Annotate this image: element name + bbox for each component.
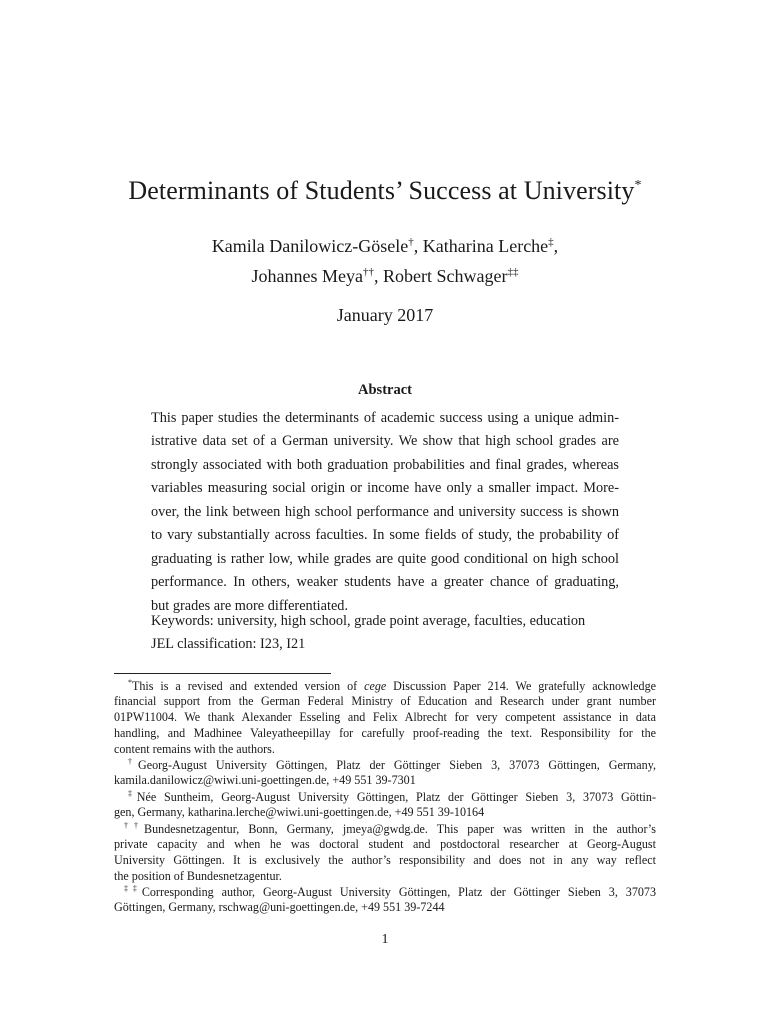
abstract-line: but grades are more differentiated. (151, 598, 349, 614)
footnote-1-line: *This is a revised and extended version of cege Discussion Paper 214. We gratefully acknowledge (128, 678, 656, 693)
footnote-3-line: ‡Née Suntheim, Georg-August University Göttingen, Platz der Göttinger Sieben 3, 37073 Göttin- (128, 789, 656, 804)
abstract-line: over, the link between high school performance and university success is shown (151, 504, 619, 520)
abstract-line: to vary substantially across faculties. In some fields of study, the probability of (151, 527, 619, 543)
title-footnote-mark: * (634, 178, 642, 193)
author-footnote-mark: ‡ (548, 236, 554, 248)
footnote-rule (114, 673, 331, 674)
footnote-2-line: kamila.danilowicz@wiwi.uni-goettingen.de, +49 551 39-7301 (114, 773, 416, 787)
author-name: Robert Schwager (383, 266, 508, 286)
cege-italic: cege (364, 679, 387, 693)
abstract-line: istrative data set of a German university. We show that high school grades are (151, 433, 619, 449)
footnote-mark: * (128, 678, 132, 687)
keywords: Keywords: university, high school, grade point average, faculties, education (151, 613, 586, 629)
footnote-mark: † (128, 757, 138, 766)
footnote-5-line: Göttingen, Germany, rschwag@uni-goettingen.de, +49 551 39-7244 (114, 900, 445, 914)
footnote-1-line: content remains with the authors. (114, 742, 275, 756)
abstract-heading: Abstract (358, 382, 412, 398)
authors-line-2: Johannes Meya††, Robert Schwager‡‡ (251, 266, 519, 286)
abstract-line: graduating is rather low, while grades are quite good conditional on high school (151, 551, 619, 567)
footnote-4-line: the position of Bundesnetzagentur. (114, 869, 282, 883)
footnote-1-line: 01PW11004. We thank Alexander Esseling and Felix Albrecht for very competent assistance in data (114, 710, 656, 724)
page-number: 1 (381, 932, 389, 947)
author-name: Johannes Meya (251, 266, 363, 286)
paper-title (0, 176, 770, 206)
author-name: Kamila Danilowicz-Gösele (211, 236, 409, 256)
paper-date: January 2017 (336, 305, 434, 325)
jel-classification: JEL classification: I23, I21 (151, 636, 306, 652)
abstract-line: variables measuring social origin or income have only a smaller impact. More- (151, 480, 619, 496)
author-footnote-mark: ‡‡ (507, 266, 519, 278)
title-text: Determinants of Students’ Success at University (128, 176, 635, 205)
author-name: Katharina Lerche (422, 236, 549, 256)
footnote-5-line: ‡‡Corresponding author, Georg-August University Göttingen, Platz der Göttinger Sieben 3, 37073 (124, 884, 657, 899)
footnote-mark: ‡‡ (124, 884, 142, 893)
author-footnote-mark: † (408, 236, 414, 248)
author-footnote-mark: †† (363, 266, 374, 278)
footnote-4-line: ††Bundesnetzagentur, Bonn, Germany, jmeya@gwdg.de. This paper was written in the author’s (124, 821, 656, 836)
footnote-mark: ‡ (128, 789, 137, 798)
authors-line-1: Kamila Danilowicz-Gösele†, Katharina Lerche‡, (211, 236, 559, 256)
abstract-line: This paper studies the determinants of academic success using a unique admin- (151, 410, 619, 426)
abstract-line: performance. In others, weaker students have a greater chance of graduating, (151, 574, 619, 590)
abstract-line: strongly associated with both graduation probabilities and final grades, whereas (151, 457, 619, 473)
footnote-mark: †† (124, 821, 145, 830)
footnote-1-line: financial support from the German Federal Ministry of Education and Research under grant number (114, 694, 656, 708)
footnote-2-line: †Georg-August University Göttingen, Platz der Göttinger Sieben 3, 37073 Göttingen, Germany, (128, 757, 657, 772)
footnote-3-line: gen, Germany, katharina.lerche@wiwi.uni-goettingen.de, +49 551 39-10164 (114, 805, 485, 819)
footnote-4-line: University Göttingen. It is exclusively the author’s responsibility and does not in any way reflect (114, 853, 656, 867)
footnote-4-line: private capacity and when he was doctoral student and postdoctoral researcher at Georg-August (114, 837, 656, 851)
footnote-1-line: handling, and Madhinee Valeyatheepillay for carefully proof-reading the text. Responsibility for the (114, 726, 656, 740)
